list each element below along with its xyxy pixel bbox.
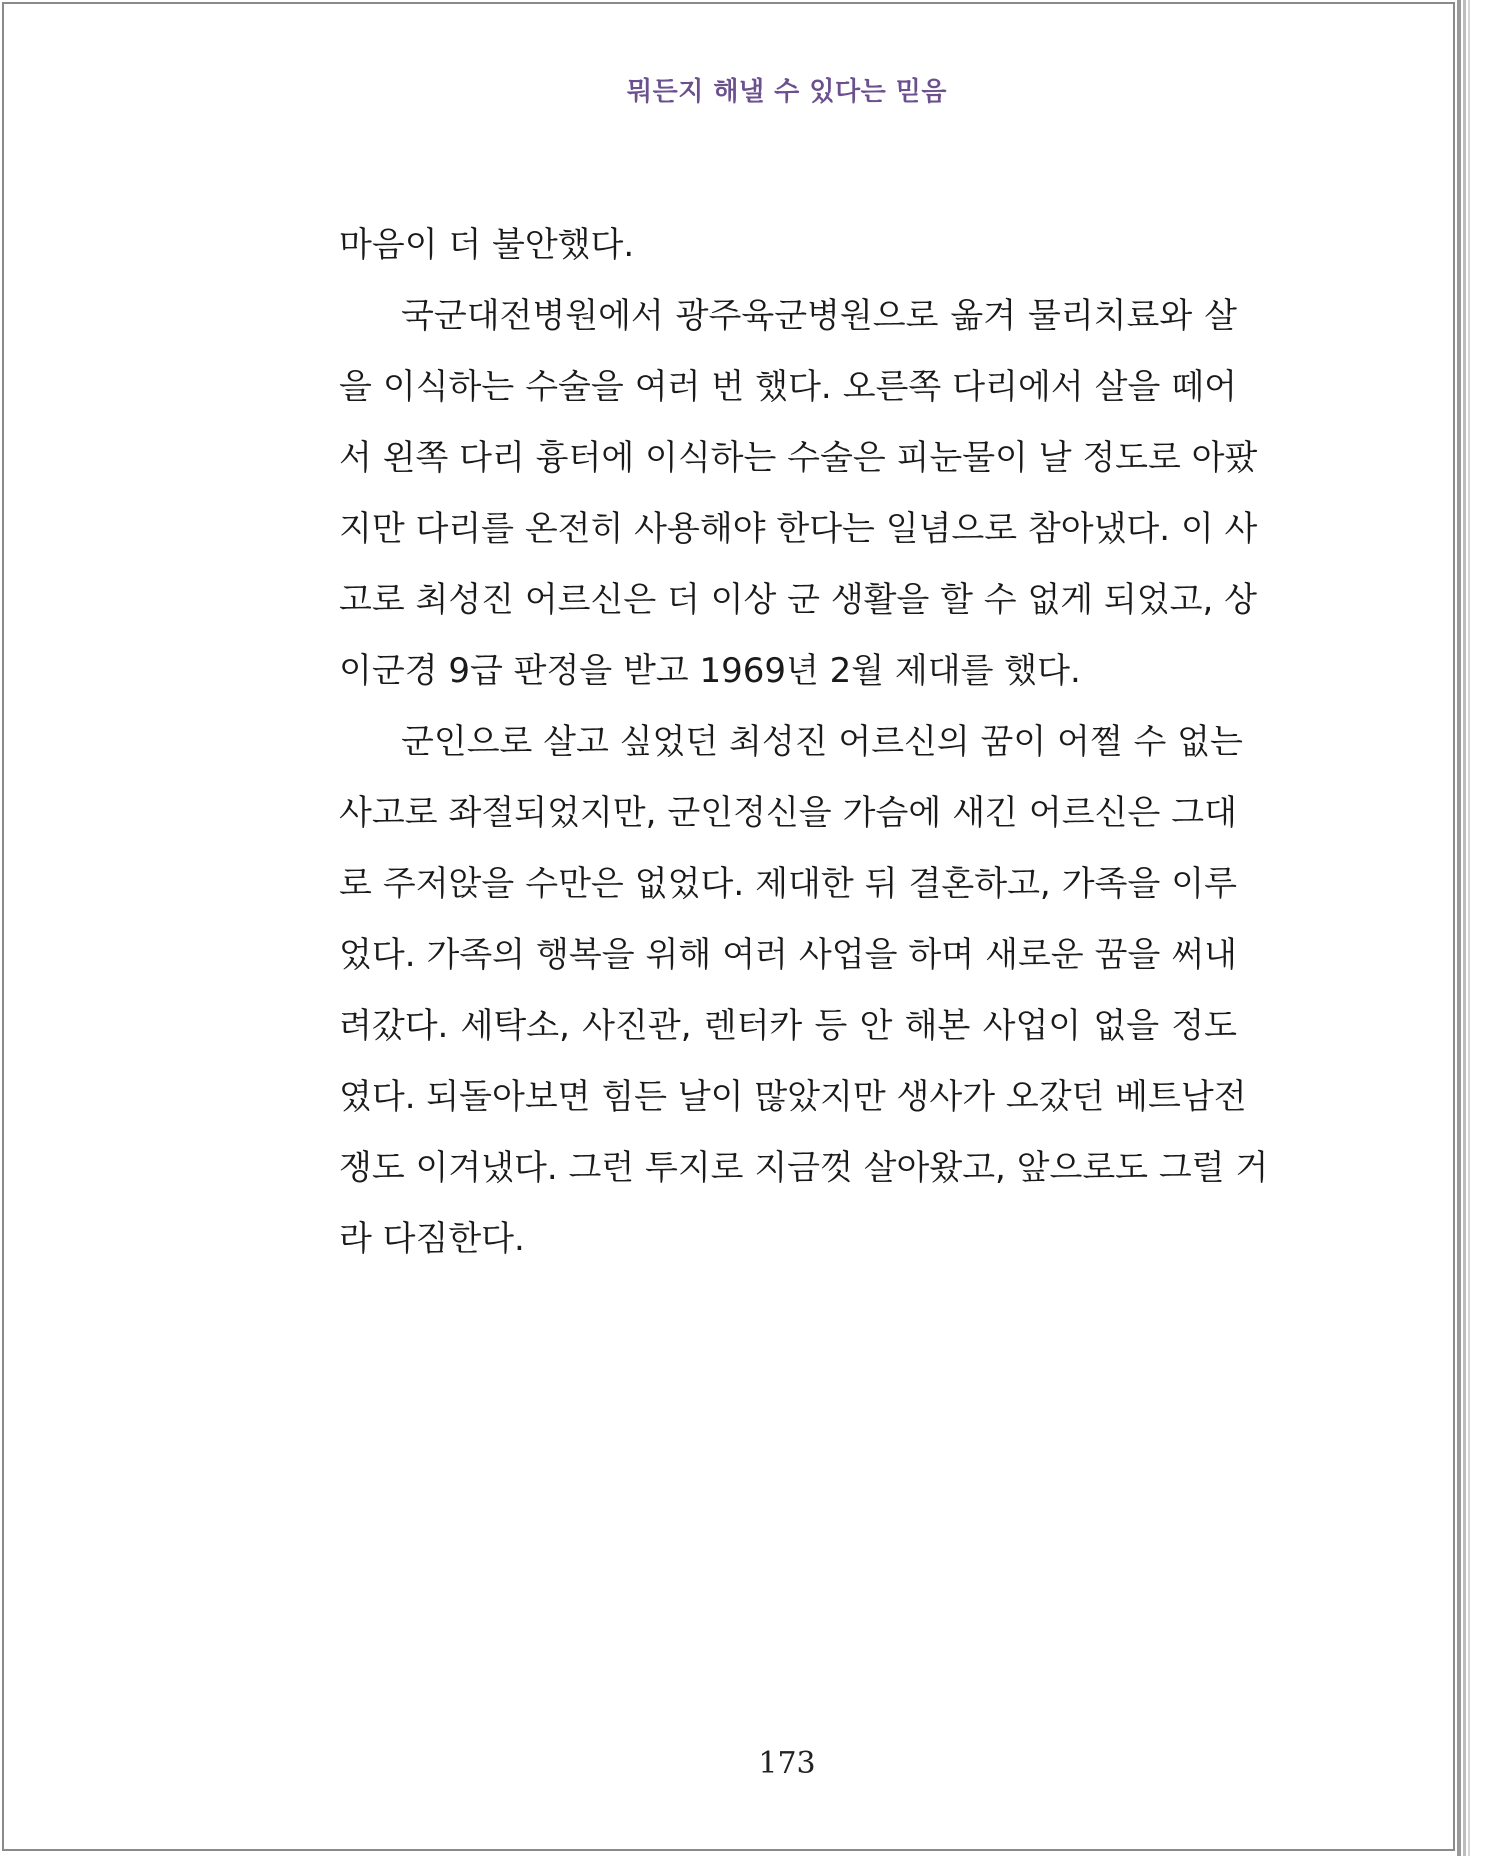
text-line: 고로 최성진 어르신은 더 이상 군 생활을 할 수 없게 되었고, 상 [339,580,1257,620]
body-text [339,210,1269,1275]
page-stack-edge [1468,0,1470,1856]
text-line: 서 왼쪽 다리 흉터에 이식하는 수술은 피눈물이 날 정도로 아팠 [339,438,1258,478]
text-line: 국군대전병원에서 광주육군병원으로 옮겨 물리치료와 살 [401,296,1237,336]
text-line: 려갔다. 세탁소, 사진관, 렌터카 등 안 해본 사업이 없을 정도 [339,1006,1237,1046]
text-line: 쟁도 이겨냈다. 그런 투지로 지금껏 살아왔고, 앞으로도 그럴 거 [339,1148,1269,1188]
text-line: 로 주저앉을 수만은 없었다. 제대한 뒤 결혼하고, 가족을 이루 [339,864,1237,904]
page-stack-edge [1463,0,1466,1856]
text-line: 마음이 더 불안했다. [339,225,635,265]
text-line: 였다. 되돌아보면 힘든 날이 많았지만 생사가 오갔던 베트남전 [339,1077,1247,1117]
page-stack-edge [1457,0,1461,1856]
text-line: 었다. 가족의 행복을 위해 여러 사업을 하며 새로운 꿈을 써내 [339,935,1237,975]
text-line: 군인으로 살고 싶었던 최성진 어르신의 꿈이 어쩔 수 없는 [401,722,1243,762]
text-line: 라 다짐한다. [339,1219,525,1259]
page-number: 173 [758,1746,816,1781]
text-line: 을 이식하는 수술을 여러 번 했다. 오른쪽 다리에서 살을 떼어 [339,367,1237,407]
text-line: 이군경 9급 판정을 받고 1969년 2월 제대를 했다. [339,651,1081,691]
text-line: 지만 다리를 온전히 사용해야 한다는 일념으로 참아냈다. 이 사 [339,509,1258,549]
running-header: 뭐든지 해낼 수 있다는 믿음 [627,77,947,107]
text-line: 사고로 좌절되었지만, 군인정신을 가슴에 새긴 어르신은 그대 [339,793,1237,833]
